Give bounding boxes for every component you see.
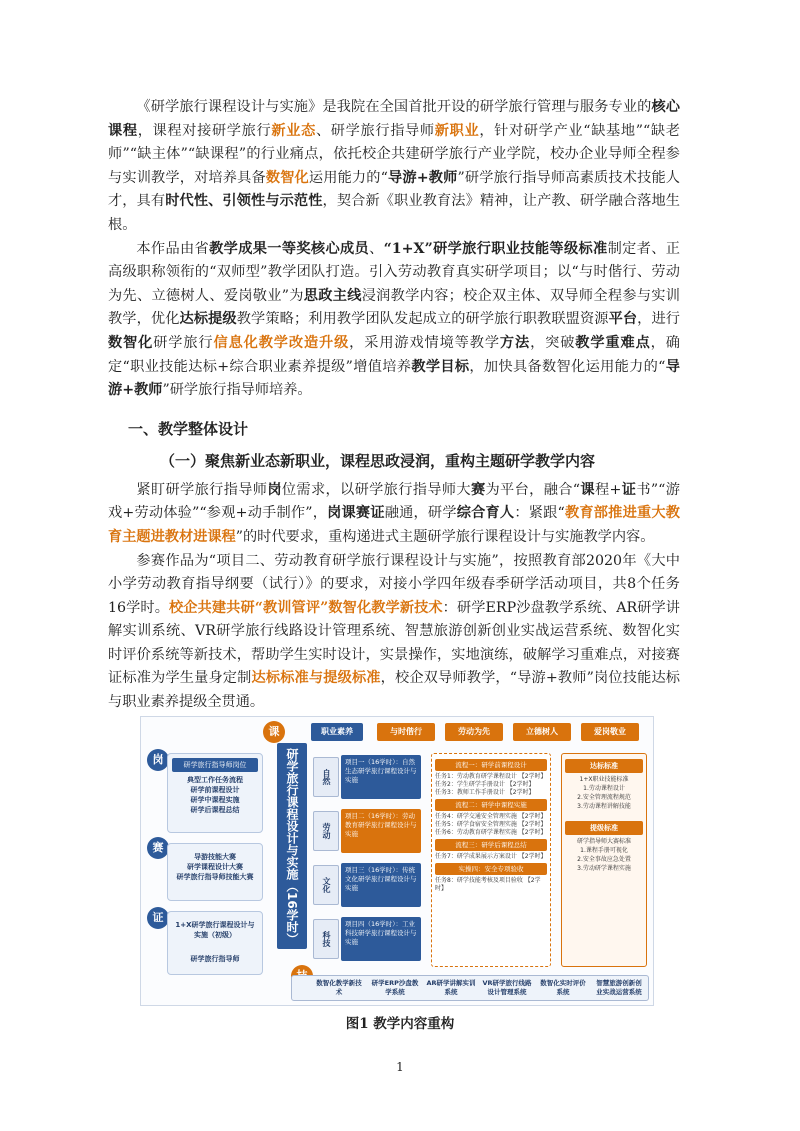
gang-line: 研学后课程总结 — [190, 806, 240, 814]
paragraph-4: 参赛作品为“项目二、劳动教育研学旅行课程设计与实施”，按照教育部2020年《大中小学劳动教育指导纲要（试行）》的要求，对接小学四年级春季研学活动项目，共8个任务16学时。校企共建共研“教训管评”数智化教学新技术：研学ERP沙盘教学系统、AR研学讲解实训系统、VR研学旅行线路设计管理系统、智慧旅游创新创业实战运营系统、数智化实时评价系统等新技术，帮助学生实时设计，实景操作，实地演练，破解学习重难点，对接赛证标准为学生量身定制达标标准与提级标准，校企双导师教学，“导游+教师”岗位技能达标与职业素养提级全贯通。 — [108, 552, 680, 711]
value-tag: 与时偕行 — [377, 723, 435, 741]
standard-line: 1+X职业技能标准 — [579, 776, 629, 783]
process-head: 流程三：研学后课程总结 — [435, 839, 547, 851]
standard-line: 2.安全管理流程规范 — [577, 794, 631, 801]
tech-item: 智慧旅游创新创业实战运营系统 — [596, 979, 642, 996]
gang-head: 研学旅行指导师岗位 — [172, 758, 258, 772]
task-line: 任务4：研学交通安全管理实施 【2学时】 — [435, 813, 547, 820]
value-tag: 劳动为先 — [445, 723, 503, 741]
tech-bar — [291, 975, 649, 1001]
zheng-badge: 证 — [147, 907, 169, 929]
sai-line: 研学课程设计大赛 — [187, 863, 243, 871]
task-line: 任务5：研学食宿安全管理实施 【2学时】 — [435, 821, 547, 828]
value-tag: 爱岗敬业 — [581, 723, 639, 741]
gang-line: 研学中课程实施 — [190, 796, 240, 804]
task-line: 任务1：劳动教育研学课程设计 【2学时】 — [435, 773, 547, 780]
process-head: 实操四：安全专项验收 — [435, 863, 547, 875]
standard-line: 3.劳动研学课程实施 — [577, 865, 631, 872]
value-tag: 职业素养 — [311, 723, 363, 741]
tech-item: 研学ERP沙盘教学系统 — [371, 979, 419, 996]
document-body — [108, 96, 680, 715]
figure-diagram — [140, 716, 654, 1006]
tech-item: AR研学讲解实训系统 — [426, 979, 476, 996]
project-box: 项目三（16学时）：传统文化研学旅行课程设计与实施 — [341, 863, 421, 907]
task-line: 任务2：学生研学手册设计 【2学时】 — [435, 781, 535, 788]
task-line: 任务6：劳动教育研学课程实施 【2学时】 — [435, 829, 547, 836]
task-line: 任务8：研学技能考核及项目验收 【2学时】 — [435, 877, 541, 892]
standard-head: 达标标准 — [565, 759, 643, 773]
paragraph-1: 《研学旅行课程设计与实施》是我院在全国首批开设的研学旅行管理与服务专业的核心课程，课程对接研学旅行新业态、研学旅行指导师新职业，针对研学产业“缺基地”“缺老师”“缺主体”“缺课程”的行业痛点，依托校企共建研学旅行产业学院，校办企业导师全程参与实训教学，对培养具备数智化运用能力的“导游+教师”研学旅行指导师高素质技术技能人才，具有时代性、引领性与示范性，契合新《职业教育法》精神，让产教、研学融合落地生根。 — [108, 99, 680, 233]
zheng-line: 1+X研学旅行课程设计与实施（初级） — [175, 921, 255, 939]
project-box: 项目四（16学时）：工业科技研学旅行课程设计与实施 — [341, 917, 421, 961]
theme-label: 自然 — [313, 757, 339, 797]
tech-item: VR研学旅行线路设计管理系统 — [482, 979, 532, 996]
standard-line: 3.劳动课程讲解技能 — [577, 803, 631, 810]
zheng-line: 研学旅行指导师 — [190, 955, 240, 963]
paragraph-2: 本作品由省教学成果一等奖核心成员、“1+X”研学旅行职业技能等级标准制定者、正高级职称领衔的“双师型”教学团队打造。引入劳动教育真实研学项目；以“与时偕行、劳动为先、立德树人、爱岗敬业”为思政主线浸润教学内容；校企双主体、双导师全程参与实训教学，优化达标提级教学策略；利用教学团队发起成立的研学旅行职教联盟资源平台，进行数智化研学旅行信息化教学改造升级，采用游戏情境等教学方法，突破教学重难点，确定“职业技能达标+综合职业素养提级”增值培养教学目标，加快具备数智化运用能力的“导游+教师”研学旅行指导师培养。 — [108, 240, 680, 399]
sai-badge: 赛 — [147, 837, 169, 859]
sai-panel — [167, 843, 263, 901]
gang-badge: 岗 — [147, 749, 169, 771]
value-tags — [311, 723, 647, 745]
project-box: 项目一（16学时）：自然生态研学旅行课程设计与实施 — [341, 755, 421, 799]
ke-badge: 课 — [263, 721, 285, 743]
standard-line: 2.安全事故应急处置 — [577, 856, 631, 863]
value-tag: 立德树人 — [513, 723, 571, 741]
page-number: 1 — [396, 1060, 404, 1074]
process-head: 流程一：研学前课程设计 — [435, 759, 547, 771]
tech-item: 数智化实时评价系统 — [540, 979, 586, 996]
subsection-heading: （一）聚焦新业态新职业，课程思政浸润，重构主题研学教学内容 — [160, 451, 596, 470]
task-line: 任务7：研学成果展示方案设计 【2学时】 — [435, 853, 547, 860]
process-head: 流程二：研学中课程实施 — [435, 799, 547, 811]
sai-line: 导游技能大赛 — [194, 853, 236, 861]
process-panel — [431, 753, 551, 967]
standards-panel — [561, 753, 647, 967]
gang-line: 典型工作任务流程 — [187, 776, 243, 784]
theme-label: 文化 — [313, 865, 339, 905]
course-title-vertical: 研学旅行课程设计与实施（16学时） — [277, 743, 307, 949]
section-heading: 一、教学整体设计 — [128, 419, 249, 438]
sai-line: 研学旅行指导师技能大赛 — [176, 873, 254, 881]
figure-caption: 图1 教学内容重构 — [345, 1016, 455, 1032]
gang-panel — [167, 753, 263, 833]
gang-line: 研学前课程设计 — [190, 786, 240, 794]
standard-line: 研学指导师大赛标准 — [576, 838, 631, 845]
zheng-panel — [167, 911, 263, 975]
theme-label: 科技 — [313, 919, 339, 959]
task-line: 任务3：教师工作手册设计 【2学时】 — [435, 789, 535, 796]
paragraph-3: 紧盯研学旅行指导师岗位需求，以研学旅行指导师大赛为平台，融合“课程+证书”“游戏+劳动体验”“参观+动手制作”，岗课赛证融通，研学综合育人：紧跟“教育部推进重大教育主题进教材进课程”的时代要求，重构递进式主题研学旅行课程设计与实施教学内容。 — [108, 481, 680, 545]
standard-head: 提级标准 — [565, 821, 643, 835]
tech-item: 数智化教学新技术 — [316, 979, 362, 996]
project-box: 项目二（16学时）：劳动教育研学旅行课程设计与实施 — [341, 809, 421, 853]
left-column — [147, 749, 265, 977]
theme-label: 劳动 — [313, 811, 339, 851]
standard-line: 1.劳动课程设计 — [583, 785, 625, 792]
standard-line: 1.课程手册可视化 — [580, 847, 628, 854]
